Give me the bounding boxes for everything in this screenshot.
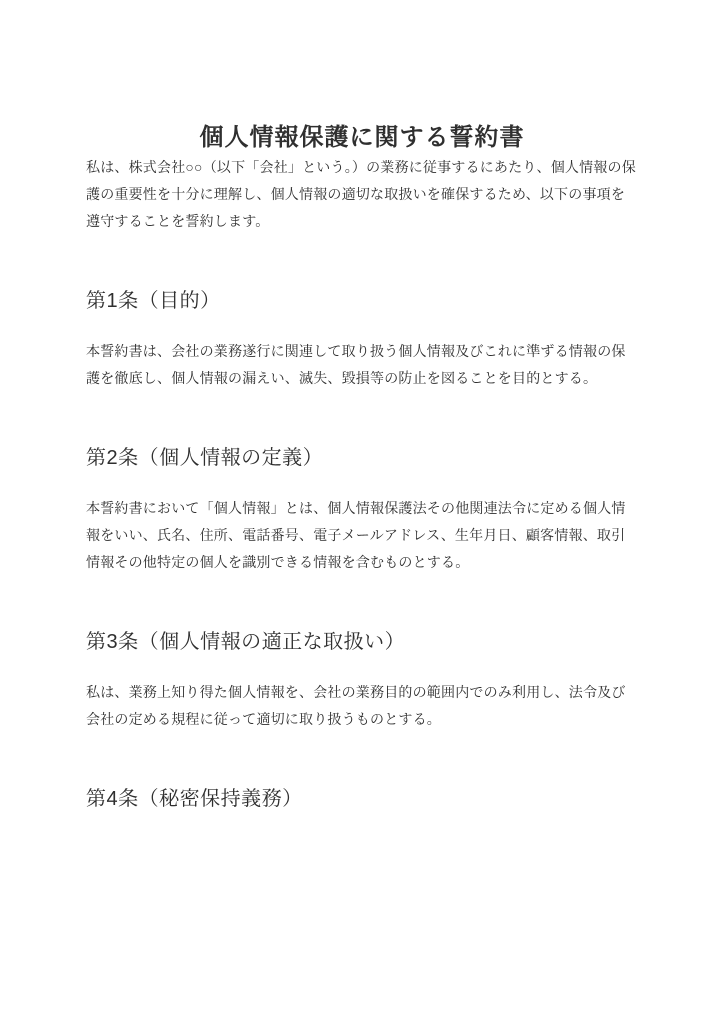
section-article-2 [86,444,638,576]
section-heading: 第4条（秘密保持義務） [86,788,303,810]
section-body: 私は、業務上知り得た個人情報を、会社の業務目的の範囲内でのみ利用し、法令及び会社の定める規程に従って適切に取り扱うものとする。 [86,684,626,727]
section-heading: 第3条（個人情報の適正な取扱い） [86,631,406,653]
document-title: 個人情報保護に関する誓約書 [199,124,525,151]
section-heading: 第1条（目的） [86,290,221,312]
section-heading: 第2条（個人情報の定義） [86,447,324,469]
section-article-1 [86,287,638,392]
section-article-3 [86,628,638,733]
intro-paragraph: 私は、株式会社○○（以下「会社」という。）の業務に従事するにあたり、個人情報の保護の重要性を十分に理解し、個人情報の適切な取扱いを確保するため、以下の事項を遵守することを誓約します。 [86,159,636,229]
section-body: 本誓約書は、会社の業務遂行に関連して取り扱う個人情報及びこれに準ずる情報の保護を徹底し、個人情報の漏えい、滅失、毀損等の防止を図ることを目的とする。 [86,343,626,386]
section-body: 本誓約書において「個人情報」とは、個人情報保護法その他関連法令に定める個人情報をいい、氏名、住所、電話番号、電子メールアドレス、生年月日、顧客情報、取引情報その他特定の個人を識別できる情報を含むものとする。 [86,500,626,570]
section-article-4 [86,785,638,813]
